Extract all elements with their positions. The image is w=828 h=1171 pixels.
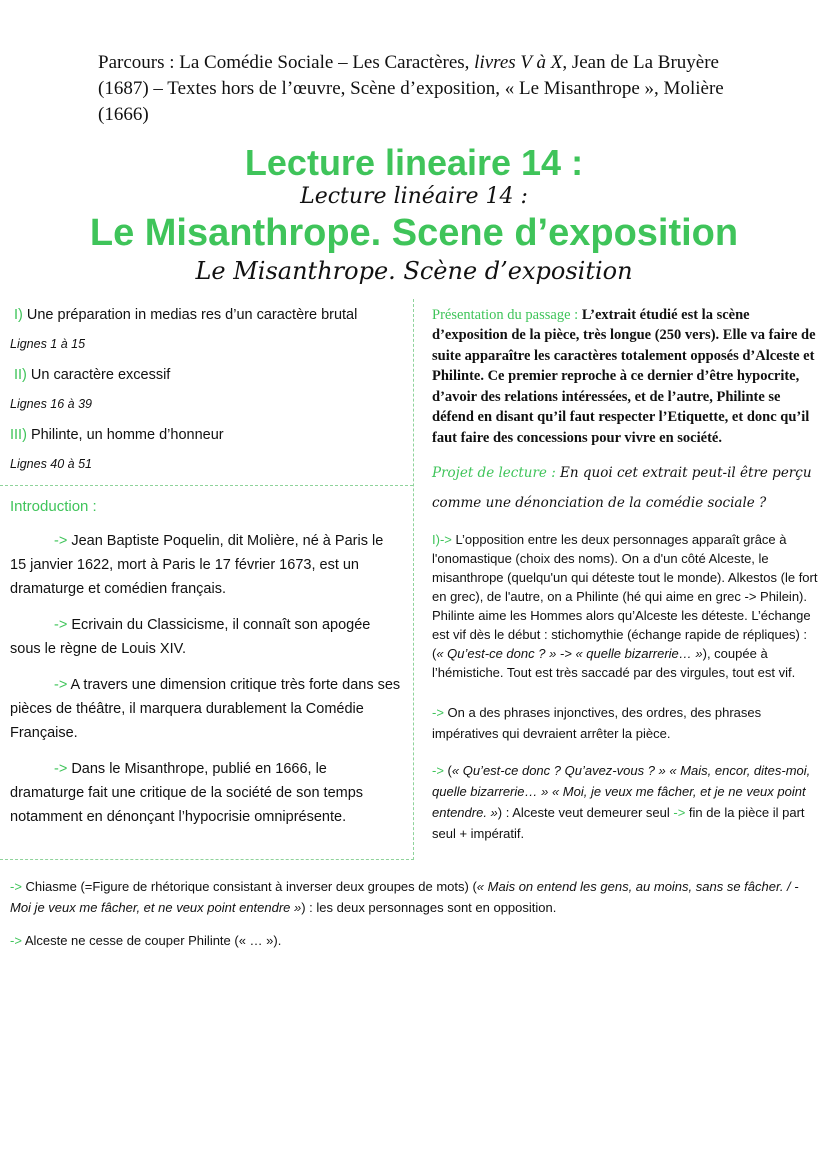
intro-paragraph xyxy=(10,613,403,661)
note-text: Alceste ne cesse de couper Philinte (« … »). xyxy=(21,933,282,949)
analysis-text: L’opposition entre les deux personnages apparaît grâce à l'onomastique (choix des noms). On a d'un côté Alceste, le misanthrope (quelqu'un qui déteste tout le monde). Alkestos (le fort en grec), de l'autre, on a Philinte (hé qui aime en grec -> Philein). Philinte aime les Hommes alors qu’Alceste les déteste. L’échange est vif dès le début : stichomythie (échange rapide de répliques) : ( xyxy=(432,532,818,662)
analysis-paragraph-1 xyxy=(432,530,820,682)
analysis-text: ( xyxy=(443,763,452,779)
arrow-icon: -> xyxy=(432,763,444,779)
parcours-text: Parcours : La Comédie Sociale – Les Caractères, xyxy=(98,52,475,73)
note-text: Chiasme (=Figure de rhétorique consistant à inverser deux groupes de mots) ( xyxy=(21,879,477,895)
introduction-section xyxy=(0,486,413,849)
plan-part-2 xyxy=(14,365,403,385)
analysis-text: ), coupée à l’hémistiche. Tout est très saccadé par des virgules, tout est vif. xyxy=(432,646,796,681)
title-line-2-script: Le Misanthrope. Scène d’exposition xyxy=(195,256,633,285)
arrow-icon: -> xyxy=(10,879,22,895)
projet-lecture xyxy=(432,458,820,518)
plan-title: Philinte, un homme d’honneur xyxy=(26,426,224,443)
quote: « Qu’est-ce donc ? » -> « quelle bizarrerie… » xyxy=(436,646,703,662)
parcours-books: livres V à X xyxy=(474,52,563,73)
arrow-icon: -> xyxy=(54,760,68,777)
intro-text: A travers une dimension critique très forte dans ses pièces de théâtre, il marquera durablement la Comédie Française. xyxy=(10,676,401,741)
title-line-2: Le Misanthrope. Scene d’exposition xyxy=(89,211,739,254)
note-text: ) : les deux personnages sont en opposition. xyxy=(301,900,557,916)
analysis-section xyxy=(432,530,820,844)
parcours-text-end: , Jean de La Bruyère (1687) – Textes hors de l’œuvre, Scène d’exposition, « Le Misanthrope », Molière (1666) xyxy=(98,52,724,125)
quote: « Mais on entend les gens, au moins, sans se fâcher. / -Moi je veux me fâcher, et ne veux point entendre » xyxy=(10,879,799,916)
projet-text: En quoi cet extrait peut-il être perçu comme une dénonciation de la comédie sociale ? xyxy=(432,465,812,512)
introduction-heading: Introduction : xyxy=(10,497,97,515)
section-arrow: I)-> xyxy=(432,532,452,548)
intro-paragraph xyxy=(10,673,403,745)
plan-title: Un caractère excessif xyxy=(26,366,171,383)
chiasme-note xyxy=(10,876,810,918)
intro-text: Ecrivain du Classicisme, il connaît son apogée sous le règne de Louis XIV. xyxy=(10,616,371,657)
title-line-1: Lecture lineaire 14 : xyxy=(244,142,584,183)
presentation-label: Présentation du passage : xyxy=(432,306,582,323)
plan-title: Une préparation in medias res d’un caractère brutal xyxy=(22,306,358,323)
right-column xyxy=(414,299,828,861)
plan-lines: Lignes 40 à 51 xyxy=(10,456,93,471)
interruption-note xyxy=(10,930,810,951)
analysis-text: ) : Alceste veut demeurer seul xyxy=(497,805,674,821)
plan-part-3 xyxy=(10,425,403,445)
parcours-header xyxy=(98,0,738,128)
plan-lines: Lignes 1 à 15 xyxy=(10,336,86,351)
intro-text: Jean Baptiste Poquelin, dit Molière, né à Paris le 15 janvier 1622, mort à Paris le 17 février 1673, est un dramaturge et comédien français. xyxy=(10,532,384,597)
plan-num: I) xyxy=(14,306,23,323)
plan-lines: Lignes 16 à 39 xyxy=(10,396,93,411)
intro-paragraph xyxy=(10,757,403,829)
plan-num: II) xyxy=(14,366,27,383)
title-line-1-script: Lecture linéaire 14 : xyxy=(300,184,528,210)
arrow-icon: -> xyxy=(54,616,68,633)
analysis-paragraph-2 xyxy=(432,702,820,744)
two-column-layout xyxy=(0,299,828,861)
analysis-text: On a des phrases injonctives, des ordres, des phrases impératives qui devraient arrêter la pièce. xyxy=(432,705,762,742)
intro-text: Dans le Misanthrope, publié en 1666, le dramaturge fait une critique de la société de son temps notamment en dénonçant l’hypocrisie omniprésente. xyxy=(10,760,364,825)
analysis-text: fin de la pièce il part seul + impératif. xyxy=(432,805,805,842)
analysis-paragraph-3 xyxy=(432,760,820,844)
arrow-icon: -> xyxy=(673,805,686,821)
projet-label: Projet de lecture : xyxy=(432,465,561,482)
plan-section xyxy=(0,299,413,486)
intro-paragraph xyxy=(10,529,403,601)
title-block xyxy=(0,142,828,287)
presentation-passage xyxy=(432,305,820,449)
plan-num: III) xyxy=(10,426,27,443)
arrow-icon: -> xyxy=(54,676,68,693)
quote: « Qu’est-ce donc ? Qu’avez-vous ? » « Mais, encor, dites-moi, quelle bizarrerie… » « Moi, je veux me fâcher, et je ne veux point entendre. » xyxy=(432,763,811,821)
left-column xyxy=(0,299,414,861)
arrow-icon: -> xyxy=(54,532,68,549)
plan-part-1 xyxy=(14,305,403,325)
presentation-text: L’extrait étudié est la scène d’exposition de la pièce, très longue (250 vers). Elle va faire de suite apparaître les caractères totalement opposés d’Alceste et Philinte. Ce premier reproche à ce dernier d’être hypocrite, d’avoir des relations intéressées, et de l’autre, Philinte se défend en disant qu’il faut respecter l’Etiquette, et donc qu’il faut faire des concessions pour vivre en société. xyxy=(432,306,816,446)
arrow-icon: -> xyxy=(432,705,444,721)
arrow-icon: -> xyxy=(10,933,22,949)
